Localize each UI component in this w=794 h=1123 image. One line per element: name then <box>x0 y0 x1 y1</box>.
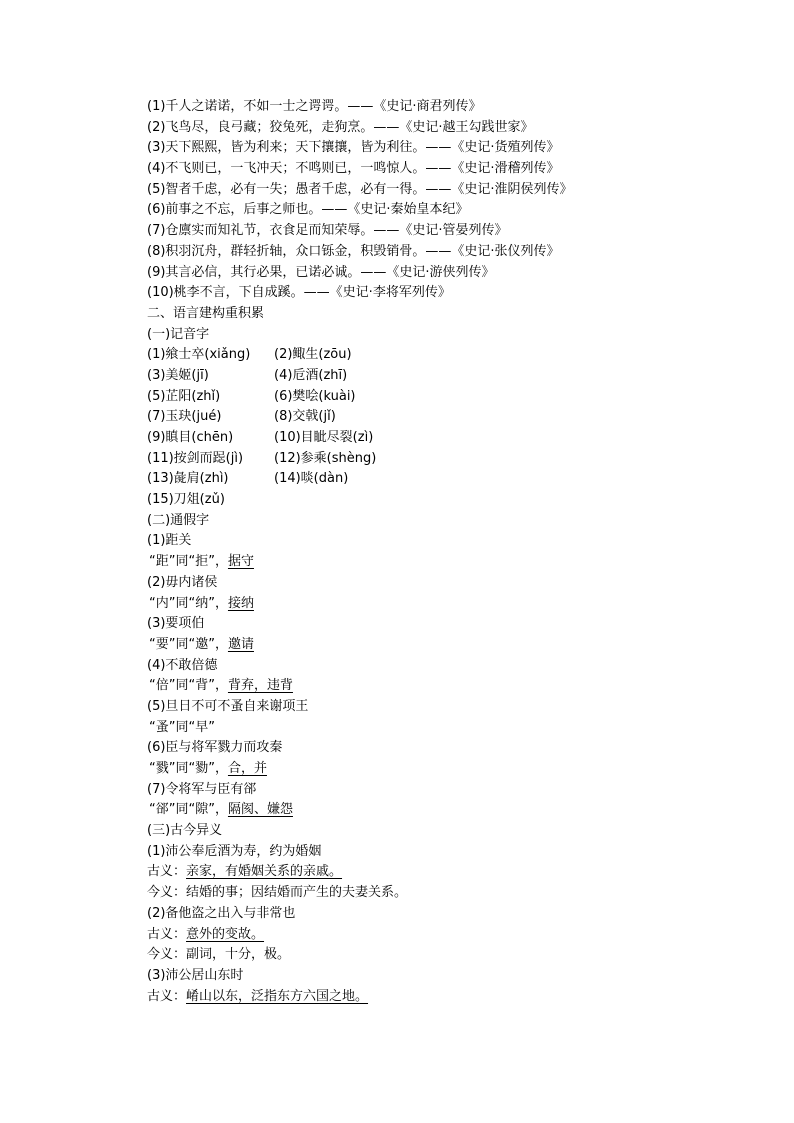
gujin-item: (2)备他盗之出入与非常也 <box>147 905 296 921</box>
pronunciation-row <box>147 469 767 490</box>
pronunciation-row <box>147 449 767 470</box>
pronunciation-item: (8)交戟(jǐ) <box>274 409 336 425</box>
tongjia-relation: “郤”同“隙”， <box>149 802 228 818</box>
quote-line: (5)智者千虑，必有一失；愚者千虑，必有一得。——《史记·淮阴侯列传》 <box>147 181 573 197</box>
tongjia-note <box>147 759 767 780</box>
pronunciation-row <box>147 490 767 511</box>
gujin-item: (3)沛公居山东时 <box>147 967 244 983</box>
pronunciation-item: (6)樊哙(kuài) <box>274 388 356 404</box>
gujin-ancient <box>147 862 767 883</box>
quote-line: (10)桃李不言，下自成蹊。——《史记·李将军列传》 <box>147 285 451 301</box>
quote-line: (1)千人之诺诺，不如一士之谔谔。——《史记·商君列传》 <box>147 99 482 114</box>
tongjia-relation: “距”同“拒”， <box>149 554 228 570</box>
pronunciation-item: (9)瞋目(chēn) <box>147 430 234 445</box>
pronunciation-row <box>147 428 767 449</box>
gujin-modern: 今义：副词，十分，极。 <box>147 947 291 963</box>
tongjia-item: (6)臣与将军戮力而攻秦 <box>147 740 283 756</box>
tongjia-meaning: 据守 <box>227 554 254 570</box>
quote-line: (8)积羽沉舟，群轻折轴，众口铄金，积毁销骨。——《史记·张仪列传》 <box>147 243 560 259</box>
tongjia-meaning: 隔阂、嫌怨 <box>227 802 293 818</box>
pronunciation-item: (3)美姬(jī) <box>147 367 209 383</box>
gujin-ancient-meaning: 亲家，有婚姻关系的亲戚。 <box>186 864 343 880</box>
tongjia-item: (7)令将军与臣有郤 <box>147 781 257 797</box>
tongjia-meaning: 合，并 <box>227 761 267 776</box>
pronunciation-item: (5)芷阳(zhǐ) <box>147 388 221 404</box>
tongjia-note <box>147 635 767 656</box>
section-heading: 二、语言建构重积累 <box>147 305 265 321</box>
pronunciation-item: (15)刀俎(zǔ) <box>147 492 225 508</box>
quote-line: (2)飞鸟尽，良弓藏；狡兔死，走狗烹。——《史记·越王勾践世家》 <box>147 119 534 135</box>
tongjia-item: (4)不敢倍德 <box>147 657 218 673</box>
pronunciation-item: (13)彘肩(zhì) <box>147 471 229 487</box>
tongjia-meaning: 背弃，违背 <box>227 678 293 694</box>
pronunciation-item: (4)卮酒(zhī) <box>274 367 348 383</box>
pronunciation-item: (1)飨士卒(xiǎng) <box>147 347 251 363</box>
quote-line: (9)其言必信，其行必果，已诺必诚。——《史记·游侠列传》 <box>147 264 495 280</box>
tongjia-relation: “蚤”同“早” <box>149 719 215 735</box>
gujin-ancient <box>147 925 767 946</box>
tongjia-meaning: 邀请 <box>227 636 254 652</box>
pronunciation-item: (2)鲰生(zōu) <box>274 347 352 363</box>
tongjia-note <box>147 552 767 573</box>
tongjia-relation: “内”同“纳”， <box>149 595 228 611</box>
pronunciation-row <box>147 366 767 387</box>
gujin-modern: 今义：结婚的事；因结婚而产生的夫妻关系。 <box>147 885 408 901</box>
tongjia-item: (3)要项伯 <box>147 616 205 632</box>
tongjia-note <box>147 676 767 697</box>
quote-line: (6)前事之不忘，后事之师也。——《史记·秦始皇本纪》 <box>147 202 469 218</box>
tongjia-meaning: 接纳 <box>227 595 254 611</box>
quote-line: (7)仓廪实而知礼节，衣食足而知荣辱。——《史记·管晏列传》 <box>147 223 508 239</box>
gujin-ancient-meaning: 崤山以东，泛指东方六国之地。 <box>186 988 369 1004</box>
document-page <box>147 97 767 1007</box>
tongjia-item: (1)距关 <box>147 533 192 549</box>
quote-line: (3)天下熙熙，皆为利来；天下攘攘，皆为利往。——《史记·货殖列传》 <box>147 140 560 156</box>
pronunciation-row <box>147 345 767 366</box>
tongjia-item: (5)旦日不可不蚤自来谢项王 <box>147 698 309 714</box>
gujin-item: (1)沛公奉卮酒为寿，约为婚姻 <box>147 843 322 859</box>
tongjia-relation: “要”同“邀”， <box>149 636 228 652</box>
tongjia-relation: “戮”同“勠”， <box>149 761 228 776</box>
tongjia-relation: “倍”同“背”， <box>149 678 228 694</box>
subsection-heading: (一)记音字 <box>147 326 210 342</box>
gujin-ancient-label: 古义： <box>147 988 187 1004</box>
pronunciation-row <box>147 407 767 428</box>
quote-line: (4)不飞则已，一飞冲天；不鸣则已，一鸣惊人。——《史记·滑稽列传》 <box>147 161 560 177</box>
pronunciation-item: (11)按剑而跽(jì) <box>147 450 244 466</box>
pronunciation-row <box>147 387 767 408</box>
subsection-heading: (二)通假字 <box>147 512 210 528</box>
gujin-ancient-label: 古义： <box>147 926 187 942</box>
pronunciation-item: (10)目眦尽裂(zì) <box>274 430 374 445</box>
tongjia-note <box>147 800 767 821</box>
gujin-ancient-meaning: 意外的变故。 <box>186 926 265 942</box>
pronunciation-item: (7)玉玦(jué) <box>147 409 222 425</box>
pronunciation-item: (12)参乘(shèng) <box>274 450 377 466</box>
gujin-ancient-label: 古义： <box>147 864 187 880</box>
tongjia-note <box>147 594 767 615</box>
tongjia-note <box>147 718 767 739</box>
tongjia-item: (2)毋内诸侯 <box>147 574 218 590</box>
subsection-heading: (三)古今异义 <box>147 823 223 839</box>
gujin-ancient <box>147 987 767 1008</box>
pronunciation-item: (14)啖(dàn) <box>274 471 349 487</box>
